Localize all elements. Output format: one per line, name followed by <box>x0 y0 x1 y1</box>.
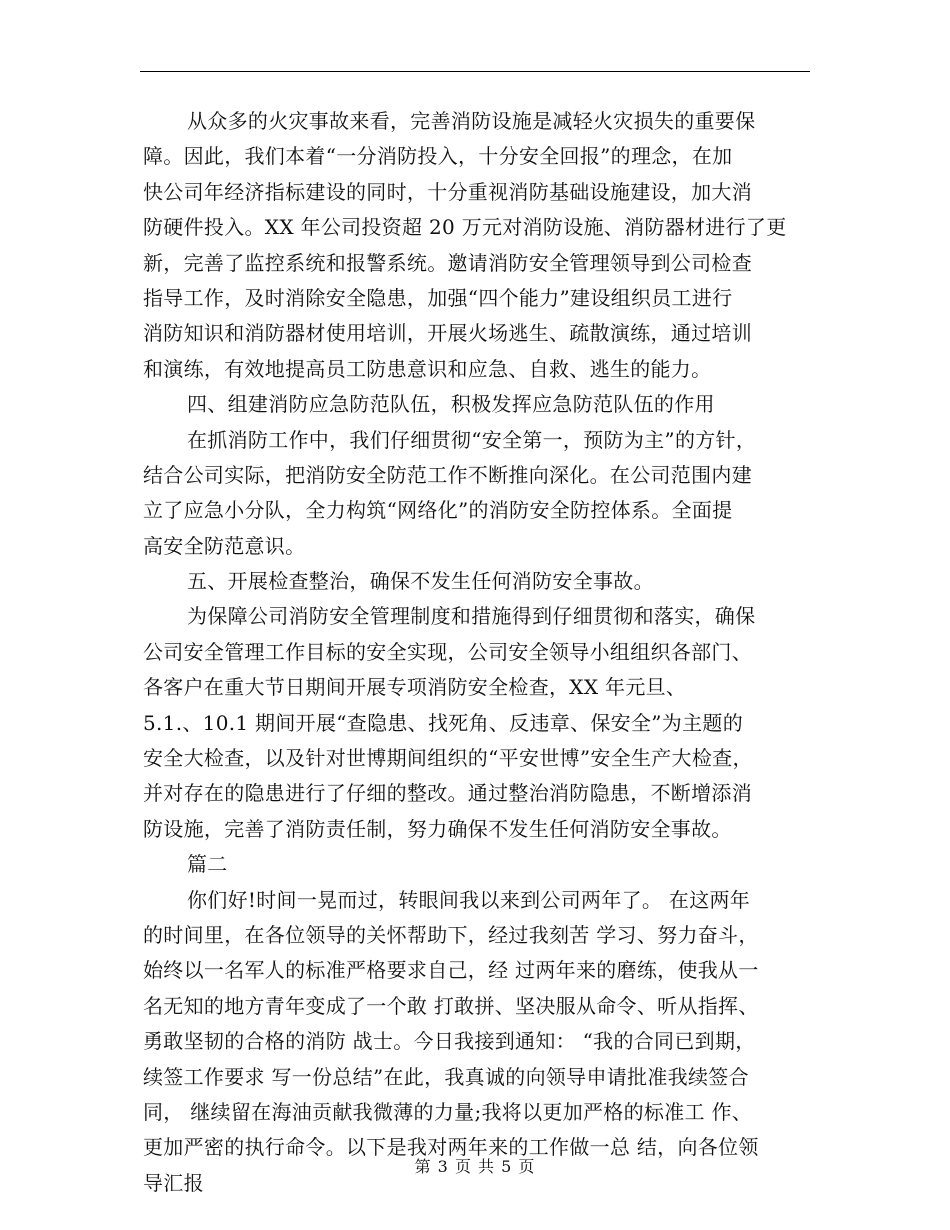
text-line: 为保障公司消防安全管理制度和措施得到仔细贯彻和落实，确保 <box>187 604 756 629</box>
text-line: 你们好!时间一晃而过，转眼间我以来到公司两年了。 在这两年 <box>187 887 751 912</box>
page-number: 第 3 页 共 5 页 <box>414 1157 536 1176</box>
header-rule <box>140 71 810 72</box>
text-line: 勇敢坚韧的合格的消防 战士。今日我接到通知： “我的合同已到期， <box>143 1029 756 1054</box>
text-line: 的时间里，在各位领导的关怀帮助下，经过我刻苦 学习、努力奋斗， <box>143 922 759 947</box>
text-line: 续签工作要求 写一份总结”在此，我真诚的向领导申请批准我续签合 <box>143 1064 749 1089</box>
text-line: 各客户在重大节日期间开展专项消防安全检查，XX 年元旦、 <box>143 675 687 700</box>
text-line: 新，完善了监控系统和报警系统。邀请消防安全管理领导到公司检查 <box>143 250 752 275</box>
text-line: 导汇报 <box>143 1170 204 1195</box>
text-line: 从众多的火灾事故来看，完善消防设施是减轻火灾损失的重要保 <box>187 109 756 133</box>
text-line: 防设施，完善了消防责任制，努力确保不发生任何消防安全事故。 <box>143 816 732 841</box>
text-line: 名无知的地方青年变成了一个敢 打敢拼、坚决服从命令、听从指挥、 <box>143 993 759 1018</box>
text-line: 更加严密的执行命令。以下是我对两年来的工作做一总 结，向各位领 <box>143 1135 759 1160</box>
document-body <box>143 104 813 1201</box>
text-line: 同， 继续留在海油贡献我微薄的力量;我将以更加严格的标准工 作、 <box>143 1099 753 1124</box>
text-line: 公司安全管理工作目标的安全实现，公司安全领导小组组织各部门、 <box>143 639 752 664</box>
text-line: 始终以一名军人的标准严格要求自己，经 过两年来的磨练，使我从一 <box>143 958 759 983</box>
text-line: 立了应急小分队，全力构筑“网络化”的消防安全防控体系。全面提 <box>143 498 733 523</box>
text-line: 并对存在的隐患进行了仔细的整改。通过整治消防隐患，不断增添消 <box>143 781 752 806</box>
text-line: 四、组建消防应急防范队伍，积极发挥应急防范队伍的作用 <box>187 392 715 417</box>
text-line: 和演练，有效地提高员工防患意识和应急、自救、逃生的能力。 <box>143 356 712 381</box>
text-line: 高安全防范意识。 <box>143 533 306 558</box>
text-line: 结合公司实际，把消防安全防范工作不断推向深化。在公司范围内建 <box>143 462 752 487</box>
text-line: 篇二 <box>187 852 228 877</box>
text-line: 消防知识和消防器材使用培训，开展火场逃生、疏散演练，通过培训 <box>143 321 752 346</box>
text-line: 防硬件投入。XX 年公司投资超 20 万元对消防设施、消防器材进行了更 <box>143 215 787 240</box>
text-line: 5.1.、10.1 期间开展“查隐患、找死角、反违章、保安全”为主题的 <box>143 710 744 735</box>
text-line: 障。因此，我们本着“一分消防投入，十分安全回报”的理念，在加 <box>143 144 733 169</box>
text-line: 五、开展检查整治，确保不发生任何消防安全事故。 <box>187 569 654 594</box>
text-line: 快公司年经济指标建设的同时，十分重视消防基础设施建设，加大消 <box>143 179 752 204</box>
text-line: 在抓消防工作中，我们仔细贯彻“安全第一，预防为主”的方针， <box>187 427 757 452</box>
text-line: 指导工作，及时消除安全隐患，加强“四个能力”建设组织员工进行 <box>143 285 733 310</box>
text-line: 安全大检查，以及针对世博期间组织的“平安世博”安全生产大检查， <box>143 746 753 771</box>
